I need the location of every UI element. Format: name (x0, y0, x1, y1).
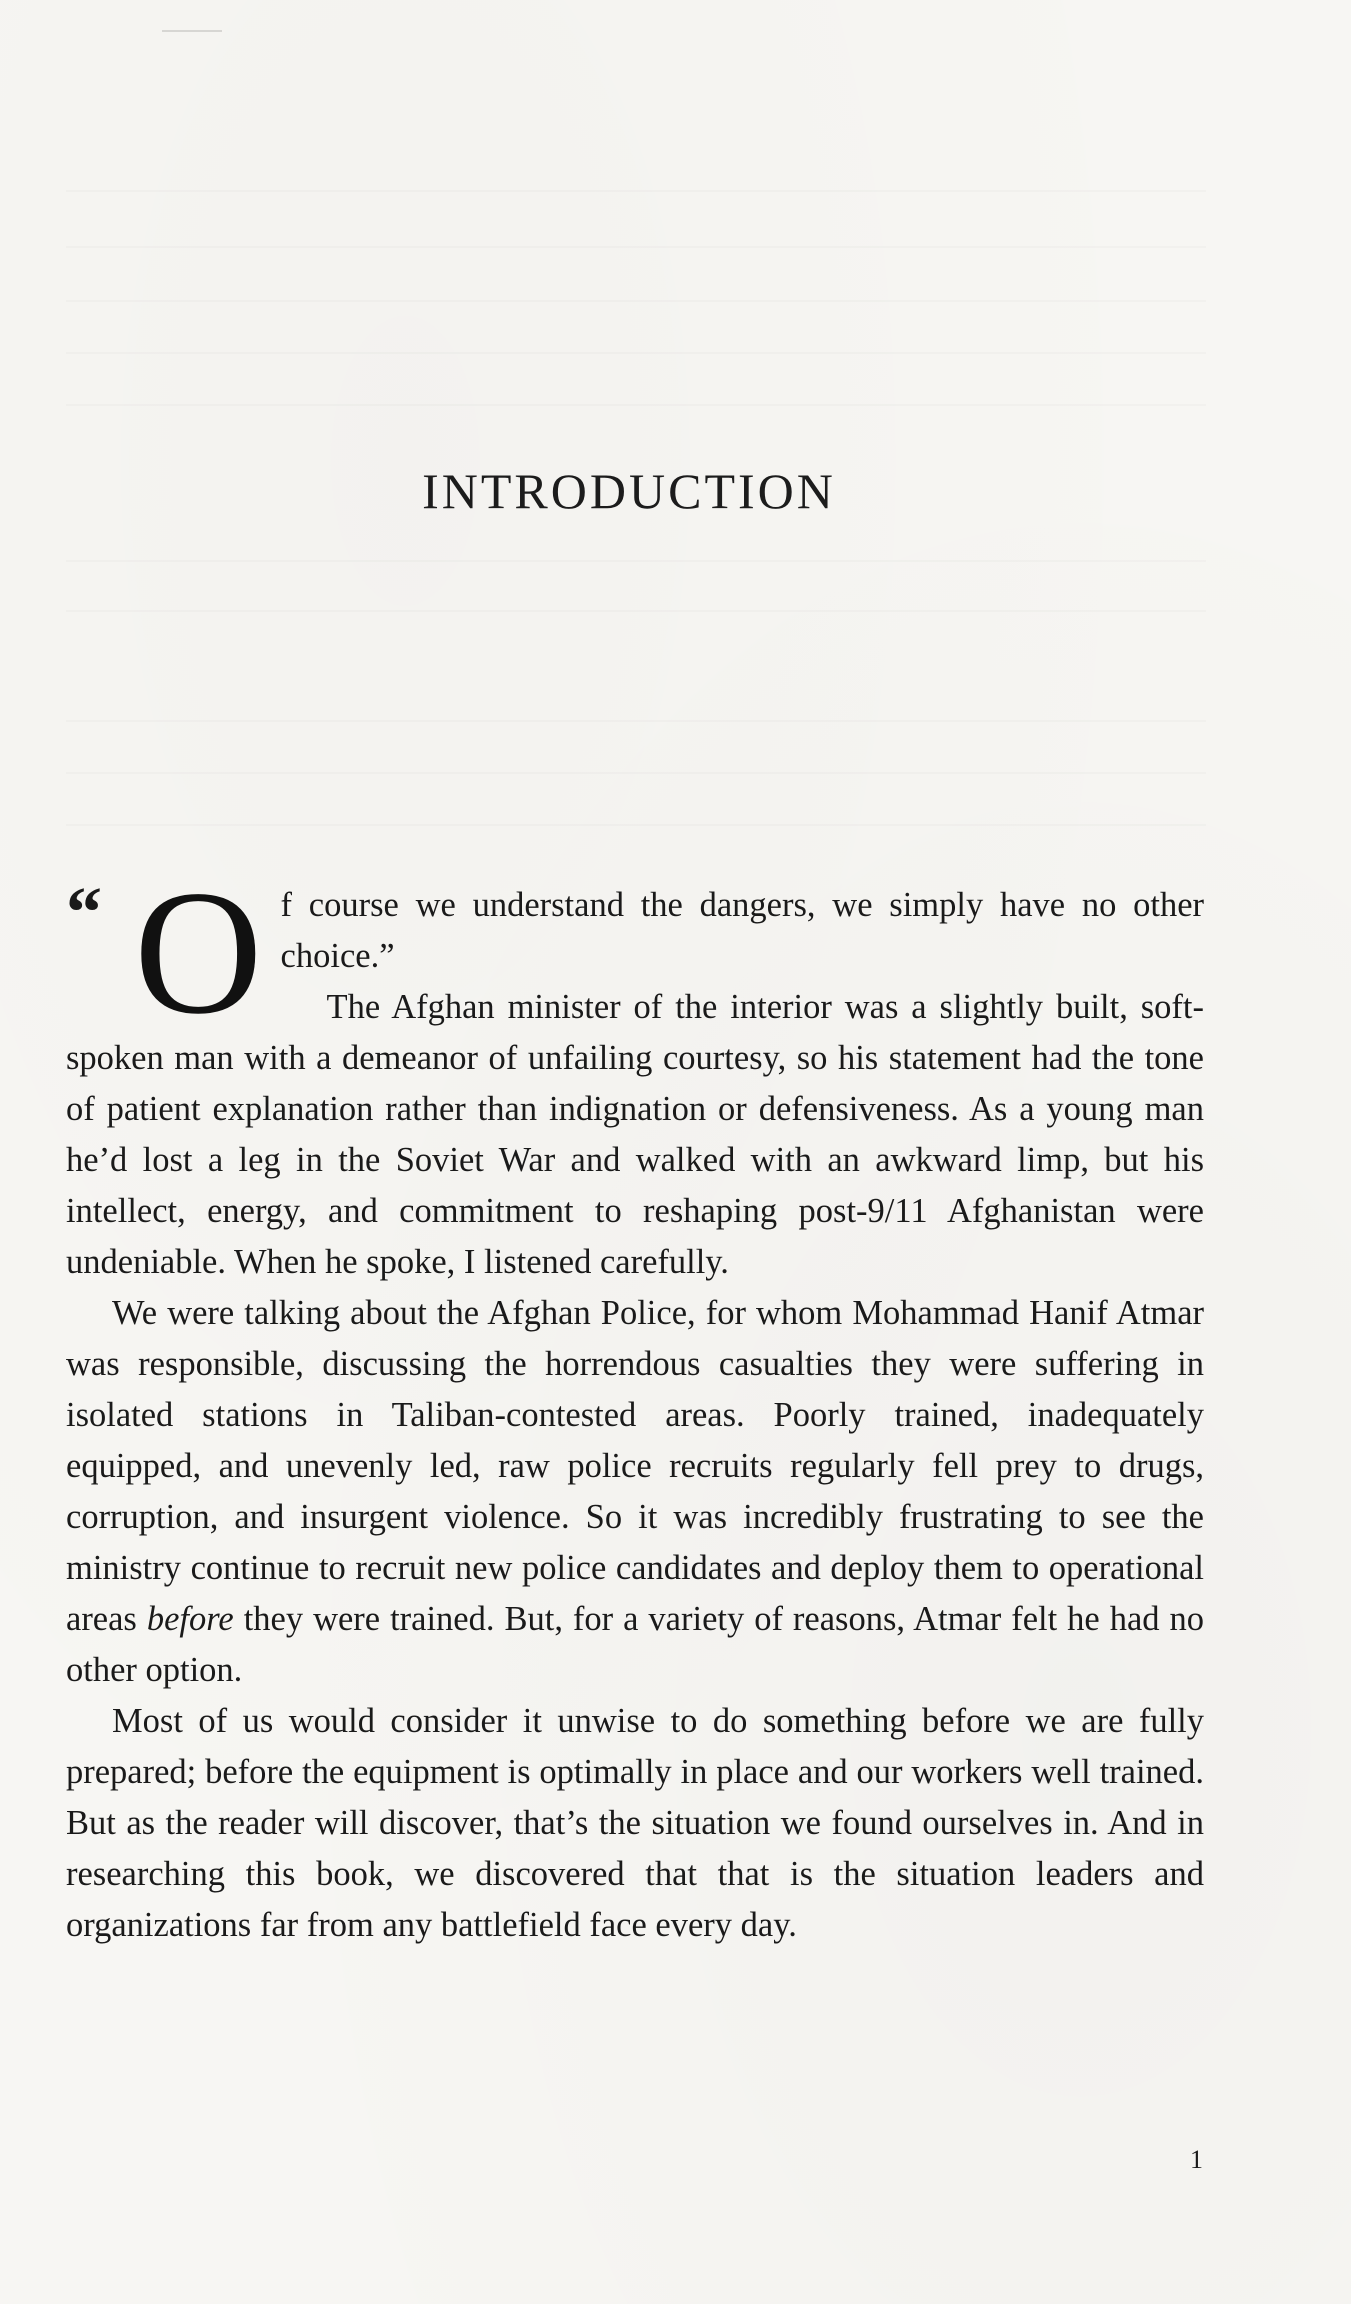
show-through-line (66, 404, 1206, 406)
show-through-line (66, 824, 1206, 826)
drop-cap-letter: O (134, 853, 263, 1051)
show-through-line (66, 300, 1206, 302)
opening-quote-text: f course we understand the dangers, we simply have no other choice.” (280, 886, 1204, 975)
paragraph-atmar-text-1: We were talking about the Afghan Police, for whom Mohammad Hanif Atmar was responsible, discussing the horrendous casualties they were suffering in isolated stations in Taliban-contested areas. Poorly trained, inadequately equipped, and unevenly led, raw police recruits regularly fell prey to drugs, corruption, and insurgent violence. So it was incredibly frustrating to see the ministry continue to recruit new police candidates and deploy them to operational areas (66, 1294, 1204, 1638)
show-through-line (66, 246, 1206, 248)
italic-emphasis: before (146, 1600, 234, 1638)
paragraph-unprepared-text: Most of us would consider it unwise to do something before we are fully prepared; before the equipment is optimally in place and our workers well trained. But as the reader will discover, that’s the situation we found ourselves in. And in researching this book, we discovered that that is the situation leaders and organizations far from any battlefield face every day. (66, 1702, 1204, 1944)
show-through-line (66, 720, 1206, 722)
show-through-line (66, 772, 1206, 774)
chapter-title: INTRODUCTION (422, 463, 836, 519)
show-through-line (66, 190, 1206, 192)
paragraph-atmar (66, 1288, 1204, 1696)
show-through-line (66, 560, 1206, 562)
paragraph-unprepared (66, 1696, 1204, 1951)
scan-mark (162, 30, 222, 32)
opening-paragraph (66, 853, 1204, 1288)
opening-continuation: The Afghan minister of the interior was a slightly built, soft-spoken man with a demeanor of unfailing courtesy, so his statement had the tone of patient explanation rather than indignation or defensiveness. As a young man he’d lost a leg in the Soviet War and walked with an awkward limp, but his intellect, energy, and commitment to reshaping post-9/11 Afghanistan were undeniable. When he spoke, I listened carefully. (66, 988, 1204, 1281)
page-number: 1 (1190, 2145, 1203, 2174)
paragraph-atmar-text-2: they were trained. But, for a variety of reasons, Atmar felt he had no other option. (66, 1600, 1205, 1689)
show-through-line (66, 352, 1206, 354)
chapter-body (66, 853, 1205, 1951)
show-through-line (66, 610, 1206, 612)
opening-quote-mark: “ (66, 872, 102, 952)
